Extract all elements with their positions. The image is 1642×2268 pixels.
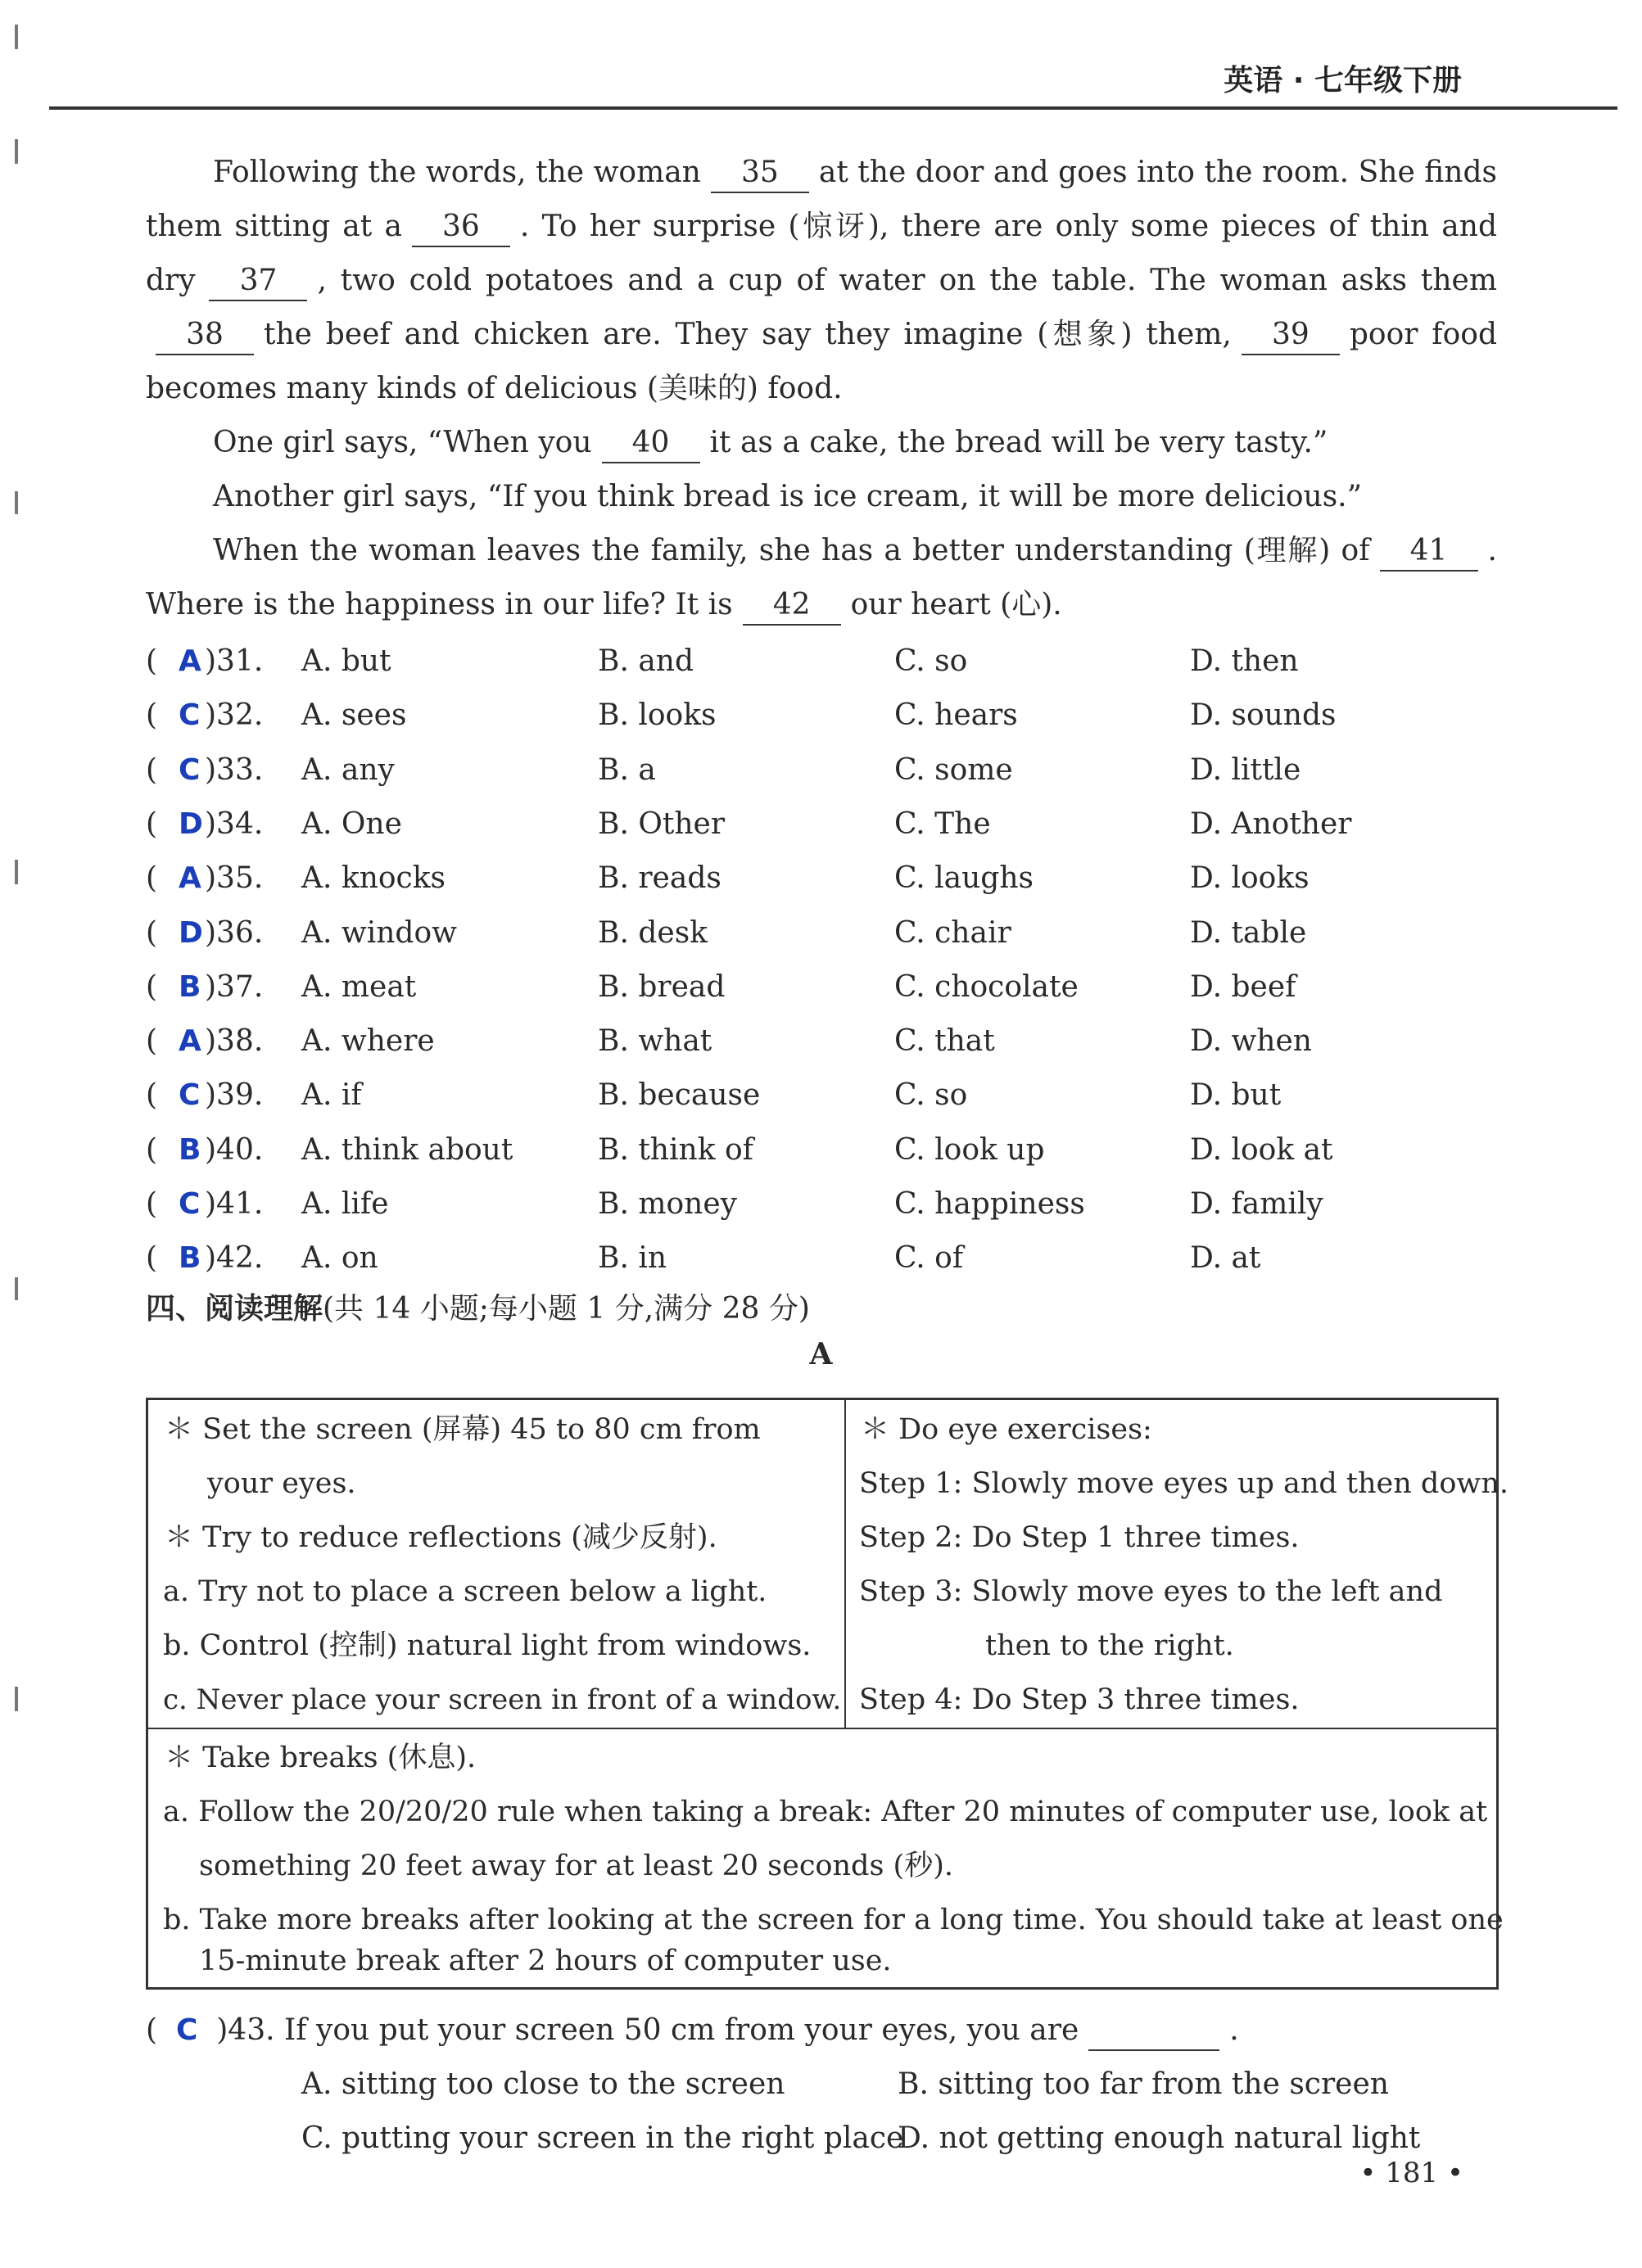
- page-header: [49, 49, 1617, 110]
- blank-36: 36: [412, 208, 510, 247]
- option-d: D. then: [1190, 644, 1299, 678]
- option-c: C. some: [894, 752, 1013, 787]
- table-cell-text: then to the right.: [985, 1629, 1234, 1662]
- option-b: B. a: [598, 752, 656, 787]
- header-title: 英语 · 七年级下册: [1224, 64, 1462, 97]
- option-a: A. window: [301, 915, 457, 950]
- option-b: B. in: [598, 1241, 667, 1276]
- paren-open: (: [146, 1024, 158, 1059]
- option-d: D. beef: [1190, 969, 1296, 1004]
- option-a: A. but: [301, 644, 391, 678]
- question-row: [146, 852, 1505, 906]
- option-a: A. on: [301, 1241, 378, 1276]
- table-cell-text: 15-minute break after 2 hours of computer use.: [199, 1945, 892, 1977]
- table-cell-text: a. Follow the 20/20/20 rule when taking a break: After 20 minutes of computer use, look at: [163, 1796, 1488, 1828]
- passage-paragraph-3: [146, 470, 1497, 524]
- option-d: D. little: [1190, 752, 1301, 787]
- option-b: B. think of: [598, 1132, 753, 1167]
- question-row: [146, 1068, 1505, 1123]
- answer-letter: C: [179, 1078, 201, 1113]
- paren-open: (: [146, 1132, 158, 1167]
- passage-text: our heart (心).: [850, 588, 1062, 621]
- question-row: [146, 960, 1505, 1014]
- passage-text: One girl says, “When you: [213, 426, 592, 459]
- table-cell-text: ＊ Try to reduce reflections (减少反射).: [165, 1521, 717, 1554]
- table-cell-text: c. Never place your screen in front of a window.: [163, 1683, 842, 1716]
- section-points: (共 14 小题;每小题 1 分,满分 28 分): [323, 1292, 810, 1326]
- question-row: [146, 1177, 1505, 1231]
- table-cell-text: your eyes.: [207, 1467, 356, 1500]
- question-number: )37.: [205, 969, 264, 1004]
- question-number: )31.: [205, 644, 264, 678]
- passage-text: , two cold potatoes and a cup of water on the table. The woman asks them: [317, 264, 1497, 297]
- question-row: [146, 635, 1505, 689]
- passage-paragraph-1: [146, 146, 1497, 416]
- question-row: [146, 1123, 1505, 1177]
- answer-letter: D: [179, 806, 203, 841]
- question-number: )39.: [205, 1078, 264, 1113]
- option-a: A. sitting too close to the screen: [301, 2067, 785, 2101]
- passage-text: poor food becomes many kinds of delicious (美味的) food.: [146, 318, 1497, 405]
- option-a: A. think about: [301, 1132, 513, 1167]
- option-c: C. so: [894, 644, 968, 678]
- paren-open: (: [146, 861, 158, 896]
- option-c: C. laughs: [894, 861, 1034, 896]
- paren-open: (: [146, 1078, 158, 1113]
- option-b: B. money: [598, 1187, 737, 1221]
- option-c: C. look up: [894, 1132, 1045, 1167]
- option-c: C. happiness: [894, 1187, 1085, 1221]
- paren-open: (: [146, 644, 158, 678]
- question-43: [146, 2004, 1239, 2058]
- question-row: [146, 906, 1505, 960]
- option-b: B. sitting too far from the screen: [898, 2067, 1389, 2101]
- question-stem: )43. If you put your screen 50 cm from your eyes, you are: [216, 2013, 1079, 2047]
- table-cell-text: something 20 feet away for at least 20 seconds (秒).: [199, 1850, 953, 1882]
- question-number: )42.: [205, 1241, 264, 1276]
- table-cell-text: ＊ Set the screen (屏幕) 45 to 80 cm from: [165, 1413, 761, 1446]
- question-number: )40.: [205, 1132, 264, 1167]
- answer-letter: A: [179, 861, 201, 896]
- option-c: C. so: [894, 1078, 968, 1113]
- option-d: D. look at: [1190, 1132, 1333, 1167]
- passage-label: A: [809, 1337, 833, 1371]
- blank-41: 41: [1380, 532, 1478, 572]
- binding-mark: [15, 491, 18, 514]
- table-cell-text: Step 1: Slowly move eyes up and then down.: [859, 1467, 1509, 1500]
- passage-paragraph-4: [146, 524, 1497, 632]
- question-number: )32.: [205, 698, 264, 733]
- question-number: )41.: [205, 1187, 264, 1221]
- section-title: 四、阅读理解: [146, 1292, 323, 1326]
- option-c: C. chocolate: [894, 969, 1079, 1004]
- section-heading: [146, 1282, 810, 1336]
- table-cell-text: ＊ Take breaks (休息).: [165, 1742, 477, 1774]
- question-row: [146, 1231, 1505, 1285]
- blank-42: 42: [743, 586, 841, 626]
- blank-43: [1088, 2012, 1219, 2051]
- paren-open: (: [146, 806, 158, 841]
- answer-letter: C: [179, 752, 201, 787]
- option-c: C. The: [894, 806, 991, 841]
- question-number: )36.: [205, 915, 264, 950]
- paren-open: (: [146, 915, 158, 950]
- blank-37: 37: [209, 262, 307, 301]
- question-number: )38.: [205, 1024, 264, 1059]
- option-c: C. putting your screen in the right place: [301, 2121, 904, 2155]
- answer-letter: C: [179, 1187, 201, 1221]
- paren-open: (: [146, 1187, 158, 1221]
- passage-paragraph-2: [146, 416, 1497, 470]
- answer-letter: A: [179, 1024, 201, 1059]
- option-c: C. of: [894, 1241, 964, 1276]
- passage-text: it as a cake, the bread will be very tasty.”: [709, 426, 1328, 459]
- option-c: C. chair: [894, 915, 1011, 950]
- option-d: D. family: [1190, 1187, 1323, 1221]
- paren-open: (: [146, 969, 158, 1004]
- option-d: D. when: [1190, 1024, 1312, 1059]
- option-b: B. because: [598, 1078, 761, 1113]
- answer-letter: B: [179, 1241, 201, 1276]
- blank-40: 40: [602, 424, 700, 463]
- question-row: [146, 689, 1505, 743]
- answer-letter: A: [179, 644, 201, 678]
- eye-care-table: [146, 1398, 1509, 1990]
- binding-mark: [15, 860, 18, 884]
- option-a: A. sees: [301, 698, 407, 733]
- answer-43: C: [175, 2013, 198, 2047]
- question-number: )34.: [205, 806, 264, 841]
- option-b: B. looks: [598, 698, 717, 733]
- table-cell-text: ＊ Do eye exercises:: [861, 1413, 1152, 1446]
- binding-mark: [15, 1277, 18, 1300]
- table-cell-text: a. Try not to place a screen below a light.: [163, 1575, 767, 1608]
- binding-mark: [15, 1687, 18, 1711]
- option-d: D. Another: [1190, 806, 1352, 841]
- option-b: B. Other: [598, 806, 726, 841]
- binding-mark: [15, 139, 18, 164]
- question-end: .: [1229, 2013, 1239, 2047]
- option-a: A. any: [301, 752, 395, 787]
- option-a: A. where: [301, 1024, 435, 1059]
- option-b: B. bread: [598, 969, 726, 1004]
- answer-letter: B: [179, 1132, 201, 1167]
- binding-mark: [15, 25, 18, 49]
- blank-35: 35: [711, 154, 809, 193]
- paren-open: (: [146, 2013, 176, 2047]
- answer-letter: D: [179, 915, 203, 950]
- question-number: )33.: [205, 752, 264, 787]
- passage-text: When the woman leaves the family, she has a better understanding (理解) of: [213, 534, 1370, 567]
- passage-text: . Where is the happiness in our life? It is: [146, 534, 1497, 621]
- option-d: D. table: [1190, 915, 1307, 950]
- table-cell-text: Step 4: Do Step 3 three times.: [859, 1683, 1300, 1716]
- paren-open: (: [146, 698, 158, 733]
- passage-text: . To her surprise (惊讶), there are only some pieces of thin and dry: [146, 210, 1497, 297]
- question-row: [146, 797, 1505, 852]
- table-cell-text: Step 2: Do Step 1 three times.: [859, 1521, 1300, 1554]
- passage-text: Another girl says, “If you think bread is ice cream, it will be more delicious.”: [213, 480, 1363, 513]
- question-number: )35.: [205, 861, 264, 896]
- option-d: D. but: [1190, 1078, 1282, 1113]
- option-a: A. if: [301, 1078, 362, 1113]
- table-divider: [844, 1400, 846, 1728]
- option-a: A. knocks: [301, 861, 446, 896]
- option-a: A. meat: [301, 969, 417, 1004]
- question-row: [146, 743, 1505, 797]
- answer-letter: B: [179, 969, 201, 1004]
- option-d: D. sounds: [1190, 698, 1337, 733]
- passage-text: at the door and goes into the room. She finds them sitting at a: [146, 156, 1497, 243]
- paren-open: (: [146, 752, 158, 787]
- table-cell-text: b. Take more breaks after looking at the screen for a long time. You should take at least one: [163, 1904, 1504, 1936]
- option-a: A. One: [301, 806, 402, 841]
- option-b: B. what: [598, 1024, 712, 1059]
- passage-text: Following the words, the woman: [213, 156, 701, 189]
- option-d: D. not getting enough natural light: [898, 2121, 1421, 2155]
- option-d: D. looks: [1190, 861, 1310, 896]
- blank-38: 38: [156, 316, 254, 355]
- blank-39: 39: [1242, 316, 1340, 355]
- question-row: [146, 1014, 1505, 1068]
- page-number: • 181 •: [1359, 2157, 1463, 2189]
- answer-letter: C: [179, 698, 201, 733]
- option-b: B. and: [598, 644, 694, 678]
- option-c: C. that: [894, 1024, 995, 1059]
- option-d: D. at: [1190, 1241, 1261, 1276]
- paren-open: (: [146, 1241, 158, 1276]
- table-cell-text: Step 3: Slowly move eyes to the left and: [859, 1575, 1443, 1608]
- table-divider: [148, 1728, 1496, 1729]
- option-a: A. life: [301, 1187, 389, 1221]
- option-b: B. reads: [598, 861, 721, 896]
- option-c: C. hears: [894, 698, 1018, 733]
- passage-text: the beef and chicken are. They say they imagine (想象) them,: [264, 318, 1232, 351]
- option-b: B. desk: [598, 915, 708, 950]
- table-cell-text: b. Control (控制) natural light from windows.: [163, 1629, 812, 1662]
